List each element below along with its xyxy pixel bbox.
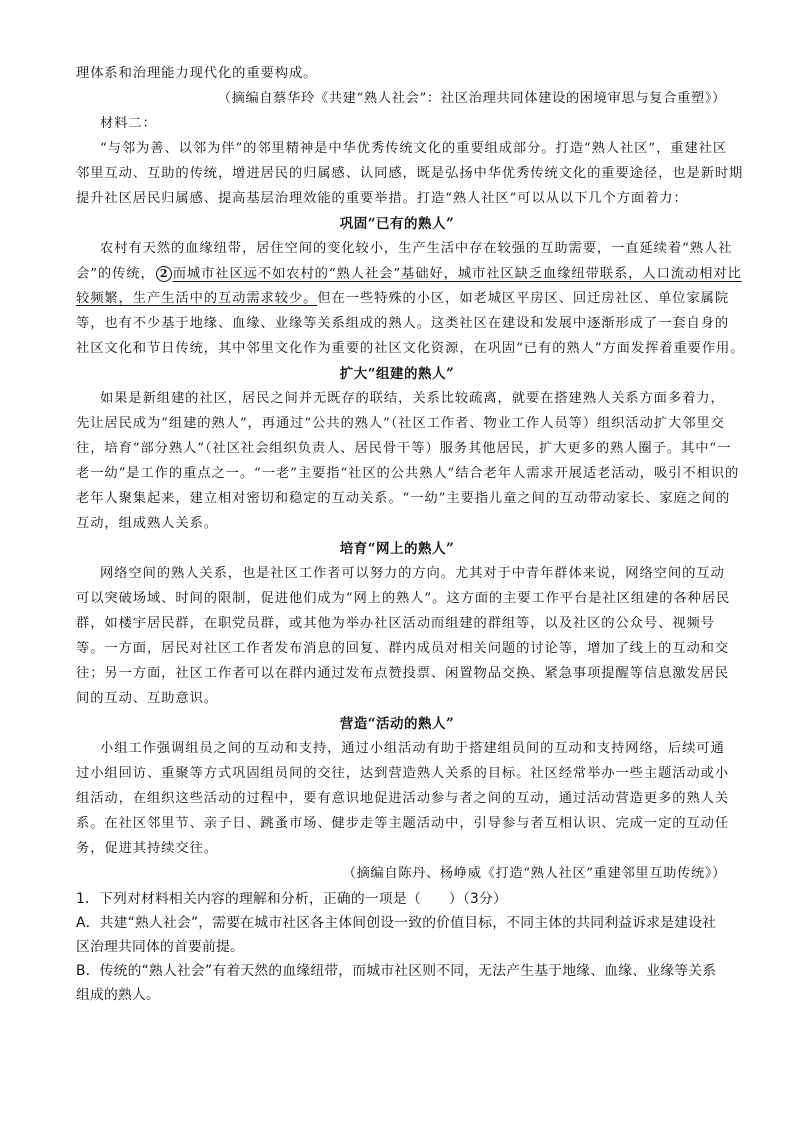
- option-a-line: A．共建“熟人社会”，需要在城市社区各主体间创设一致的价值目标，不同主体的共同利益诉求是建设社: [76, 915, 717, 931]
- section2-line: 如果是新组建的社区，居民之间并无既存的联结，关系比较疏离，就要在搭建熟人关系方面多着力，: [100, 391, 725, 406]
- section3-line: 间的互动、互助意识。: [76, 691, 218, 706]
- option-b-line: 组成的熟人。: [76, 987, 160, 1003]
- section3-line: 网络空间的熟人关系，也是社区工作者可以努力的方向。尤其对于中青年群体来说，网络空间的互动: [100, 566, 725, 581]
- section4-line: 组活动，在组织这些活动的过程中，要有意识地促进活动参与者之间的互动，通过活动营造更多的熟人关: [76, 791, 730, 806]
- section4-line: 务，促进其持续交往。: [76, 841, 218, 856]
- section2-line: 老一幼”是工作的重点之一。“一老”主要指“社区的公共熟人”结合老年人需求开展适老活动，吸引不相识的: [76, 466, 740, 481]
- section2-line: 先让居民成为“组建的熟人”，再通过“公共的熟人”（社区工作者、物业工作人员等）组织活动扩大邻里交: [76, 416, 725, 431]
- material2-intro-line: “与邻为善、以邻为伴”的邻里精神是中华优秀传统文化的重要组成部分。打造“熟人社区”，重建社区: [100, 141, 728, 156]
- material2-intro-line: 提升社区居民归属感、提高基层治理效能的重要举措。打造“熟人社区”可以从以下几个方面着力：: [76, 191, 688, 206]
- section-heading: 营造“活动的熟人”: [339, 716, 455, 732]
- sentence-marker: 2: [156, 266, 172, 282]
- section-heading: 巩固“已有的熟人”: [339, 216, 455, 232]
- section2-line: 往，培育“部分熟人”（社区社会组织负责人、居民骨干等）服务其他居民，扩大更多的熟人圈子。其中“一: [76, 441, 732, 456]
- underlined-sentence: 而城市社区远不如农村的“熟人社会”基础好，城市社区缺乏血缘纽带联系，人口流动相对比: [172, 266, 742, 282]
- section1-line: 社区文化和节日传统，其中邻里文化作为重要的社区文化资源，在巩固“已有的熟人”方面发挥着重要作用。: [76, 341, 745, 356]
- underlined-sentence: 较频繁，生产生活中的互动需求较少。: [76, 291, 318, 306]
- section4-line: 系。在社区邻里节、亲子日、跳蚤市场、健步走等主题活动中，引导参与者互相认识、完成一定的互动任: [76, 816, 730, 831]
- section1-line2-prefix: 会”的传统，: [76, 266, 155, 282]
- option-a-line: 区治理共同体的首要前提。: [76, 939, 244, 955]
- section1-line: [76, 291, 729, 307]
- material1-source: （摘编自蔡华玲《共建“熟人社会”：社区治理共同体建设的困境审思与复合重塑》）: [217, 91, 726, 106]
- section2-line: 老年人聚集起来，建立相对密切和稳定的互动关系。“一幼”主要指儿童之间的互动带动家长、家庭之间的: [76, 491, 731, 506]
- section1-line3-rest: 但在一些特殊的小区，如老城区平房区、回迁房社区、单位家属院: [317, 291, 730, 306]
- section3-line: 群，如楼宇居民群，在职党员群，或其他为举办社区活动而组建的群组等，以及社区的公众号、视频号: [76, 616, 715, 631]
- section3-line: 往；另一方面，社区工作者可以在群内通过发布点赞投票、闲置物品交换、紧急事项提醒等信息激发居民: [76, 666, 730, 681]
- material2-label: 材料二：: [100, 116, 157, 131]
- option-b-line: B．传统的“熟人社会”有着天然的血缘纽带，而城市社区则不同，无法产生基于地缘、血缘、业缘等关系: [76, 963, 717, 979]
- material2-source: （摘编自陈丹、杨峥威《打造“熟人社区”重建邻里互助传统》）: [342, 866, 726, 881]
- section1-line: [76, 266, 742, 283]
- question-stem: 1．下列对材料相关内容的理解和分析，正确的一项是（ ）（3分）: [76, 891, 507, 907]
- section4-line: 小组工作强调组员之间的互动和支持，通过小组活动有助于搭建组员间的互动和支持网络，后续可通: [100, 741, 725, 756]
- material2-intro-line: 邻里互动、互助的传统，增进居民的归属感、认同感，既是弘扬中华优秀传统文化的重要途径，也是新时期: [76, 166, 744, 181]
- section-heading: 扩大“组建的熟人”: [339, 366, 455, 382]
- section3-line: 可以突破场域、时间的限制，促进他们成为“网上的熟人”。这方面的主要工作平台是社区组建的各种居民: [76, 591, 731, 606]
- section1-line: 农村有天然的血缘纽带，居住空间的变化较小，生产生活中存在较强的互助需要，一直延续着“熟人社: [100, 241, 733, 256]
- section1-line: 等，也有不少基于地缘、血缘、业缘等关系组成的熟人。这类社区在建设和发展中逐渐形成了一套自身的: [76, 316, 730, 331]
- section3-line: 等。一方面，居民对社区工作者发布消息的回复、群内成员对相关问题的讨论等，增加了线上的互动和交: [76, 641, 730, 656]
- section4-line: 过小组回访、重聚等方式巩固组员间的交往，达到营造熟人关系的目标。社区经常举办一些主题活动或小: [76, 766, 730, 781]
- section-heading: 培育“网上的熟人”: [339, 541, 455, 557]
- material1-tail: 理体系和治理能力现代化的重要构成。: [76, 66, 318, 81]
- section2-line: 互动，组成熟人关系。: [76, 516, 218, 531]
